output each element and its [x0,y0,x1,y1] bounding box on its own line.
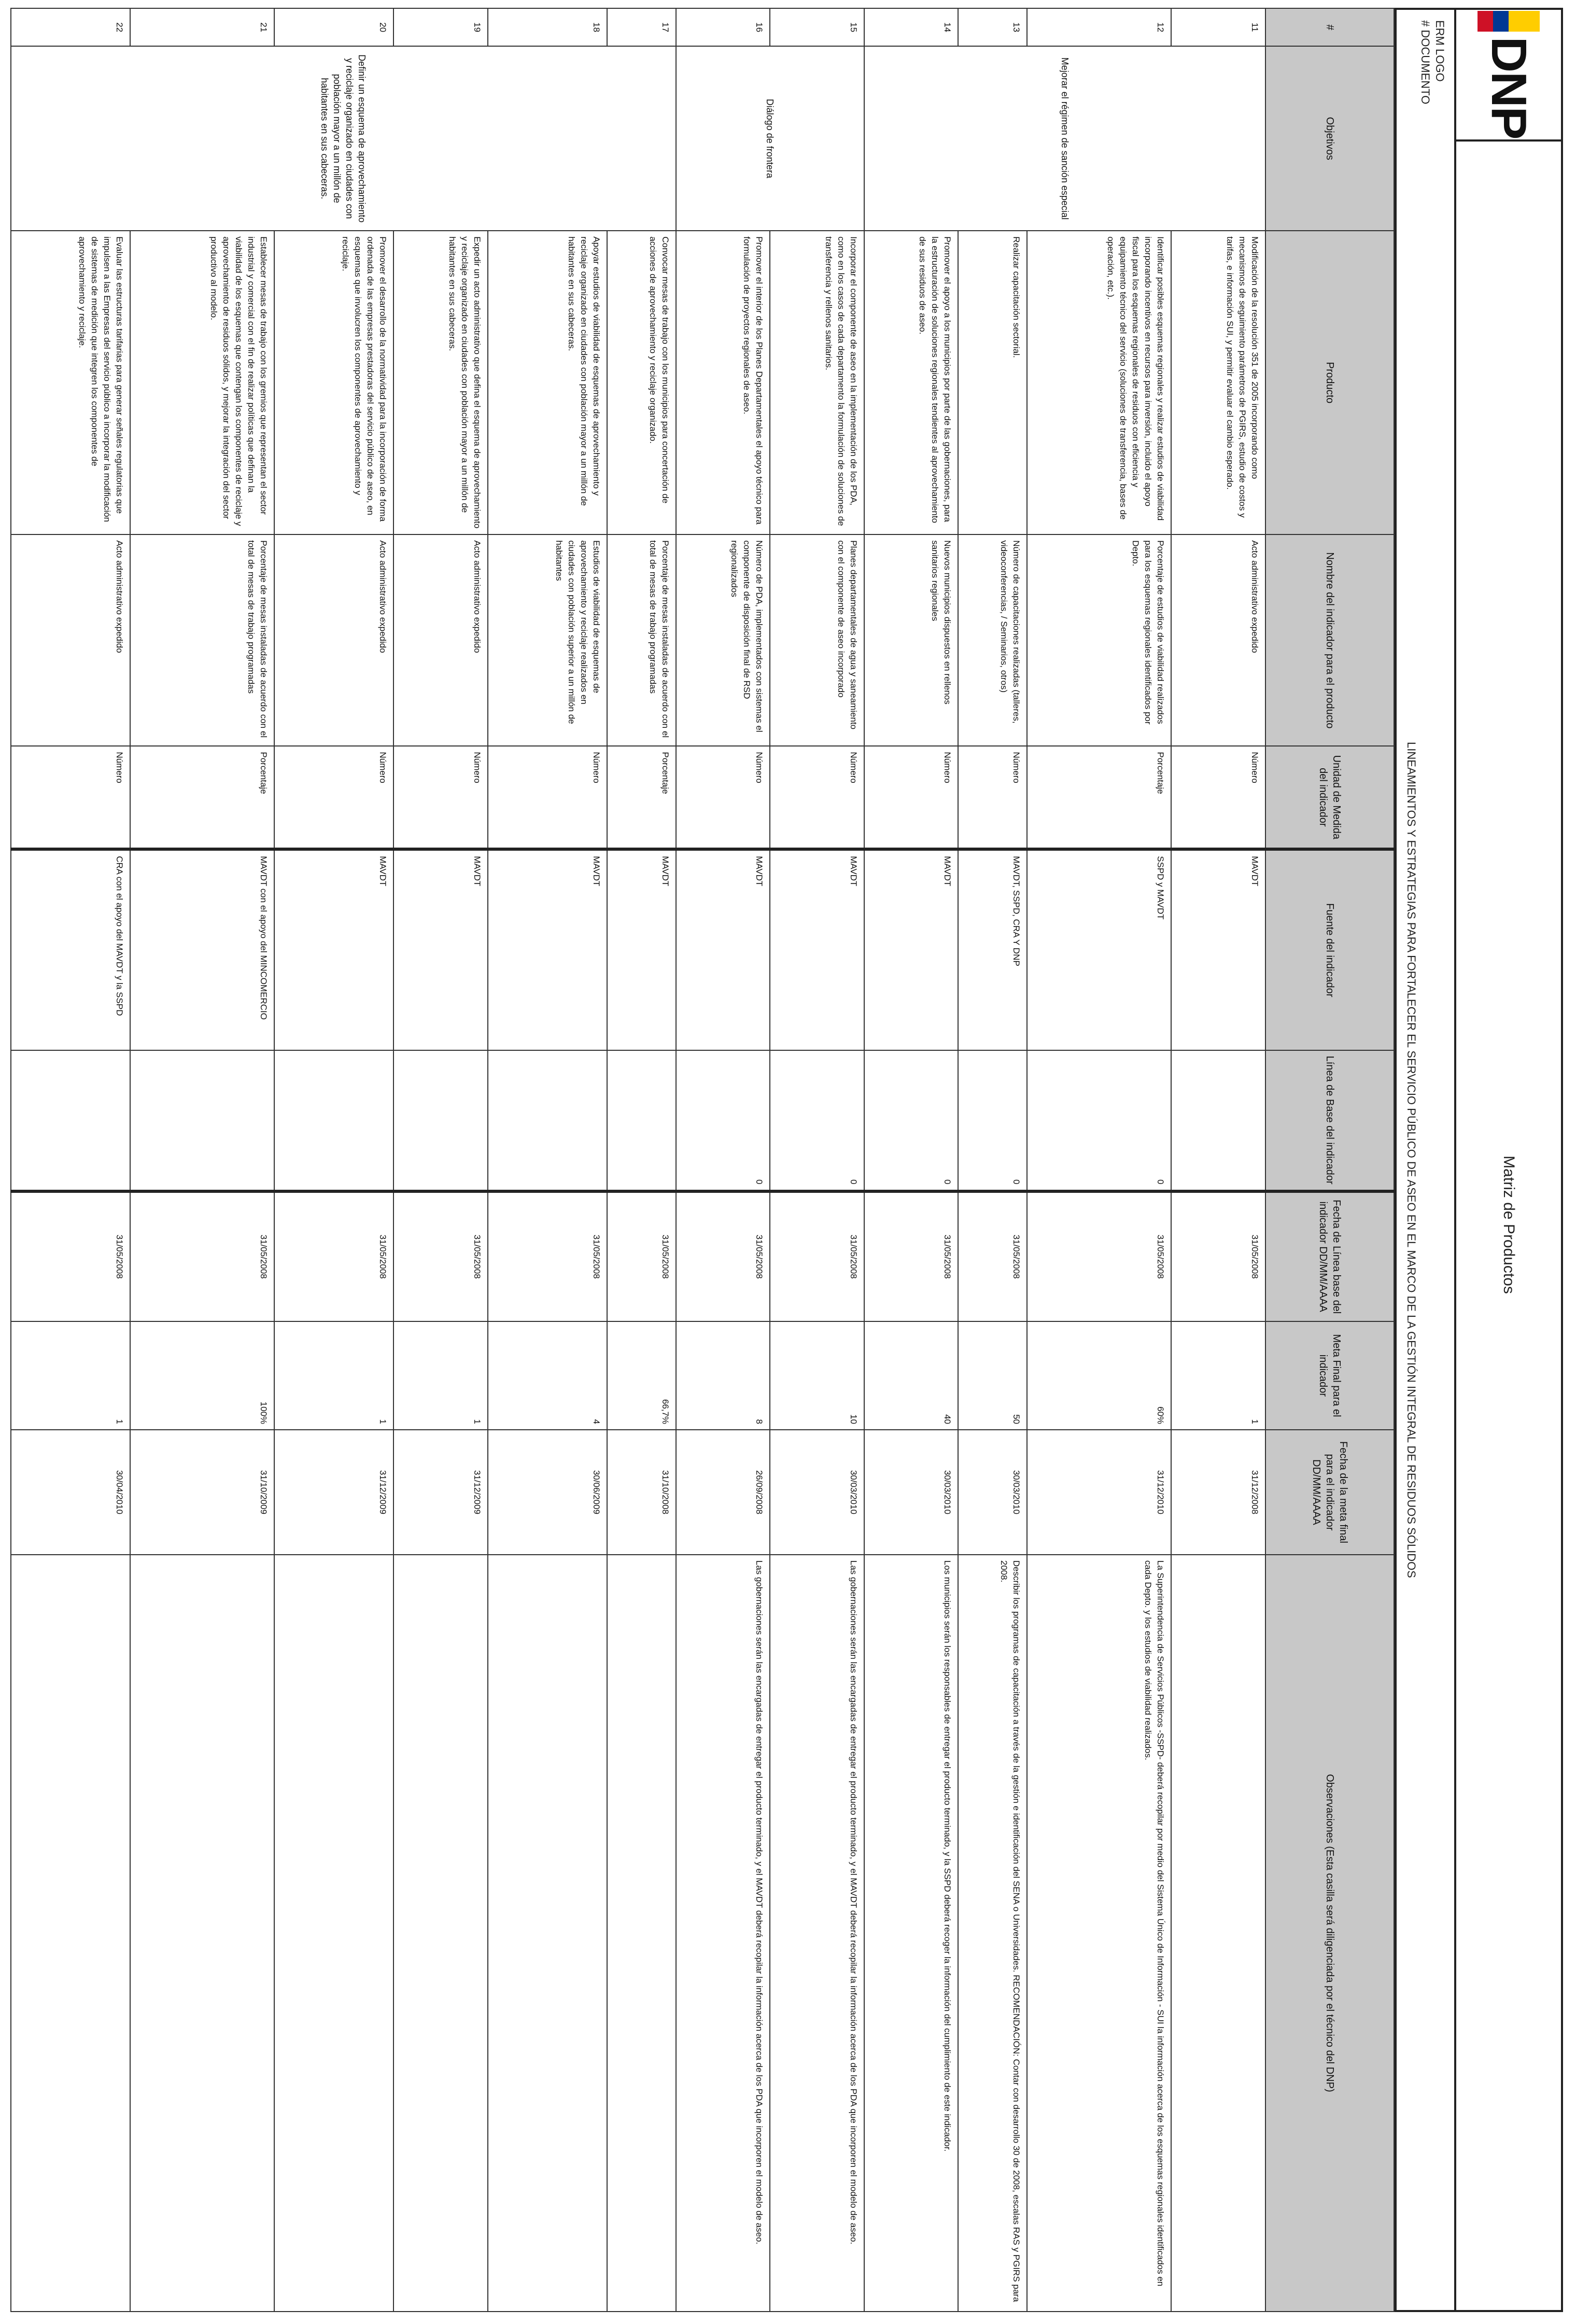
cell-observations: Las gobernaciones serán las encargadas de entregar el producto terminado, y el MAVDT deberá recopilar la información acerca de los PDA que incorporen el modelo de aseo. [770,1555,864,2312]
cell-target: 1 [11,1321,130,1430]
col-header-objectives: Objetivos [1265,46,1394,231]
cell-observations: Los municipios serán los responsables de entregar el producto terminado, y la SSPD deberá recoger la información del cumplimiento de este indicador. [864,1555,959,2312]
cell-observations [607,1555,676,2312]
cell-baseline-date: 31/05/2008 [864,1191,959,1321]
cell-indicator: Acto administrativo expedido [274,534,393,746]
cell-baseline [274,1050,393,1191]
cell-target: 66,7% [607,1321,676,1430]
table-row [864,8,959,2312]
cell-observations [488,1555,607,2312]
cell-num: 13 [958,8,1027,46]
cell-source: MAVDT [1172,849,1266,1050]
org-line-2: # DOCUMENTO [1419,20,1432,105]
table-row [393,8,488,2312]
cell-indicator: Planes departamentales de agua y saneamiento con el componente de aseo incorporado [770,534,864,746]
cell-source: MAVDT [488,849,607,1050]
col-header-indicator-name: Nombre del indicador para el producto [1265,534,1394,746]
cell-target: 10 [770,1321,864,1430]
cell-baseline [488,1050,607,1191]
cell-num: 12 [1027,8,1171,46]
cell-num: 20 [274,8,393,46]
cell-unit: Porcentaje [1027,746,1171,849]
table-row [676,8,770,2312]
cell-observations: Describir los programas de capacitación a través de la gestión e identificación del SENA o Universidades. RECOMENDACIÓN: Contar con desarrollo 30 de 2008, escalas RAS y PGIRS para 2008. [958,1555,1027,2312]
cell-num: 18 [488,8,607,46]
cell-product: Promover el apoyo a los municipios por parte de las gobernaciones, para la estructuración de soluciones regionales tendientes al aprovechamiento de sus residuos de aseo. [864,231,959,534]
cell-baseline-date: 31/05/2008 [393,1191,488,1321]
cell-baseline: 0 [1027,1050,1171,1191]
cell-target-date: 30/06/2009 [488,1430,607,1555]
table-row [488,8,607,2312]
cell-target: 50 [958,1321,1027,1430]
col-header-num: # [1265,8,1394,46]
cell-source: MAVDT [864,849,959,1050]
cell-source: MAVDT [393,849,488,1050]
cell-target-date: 31/10/2009 [130,1430,274,1555]
cell-num: 21 [130,8,274,46]
page-title: Matriz de Productos [1500,1156,1517,1294]
table-row [11,8,130,2312]
cell-baseline: 0 [958,1050,1027,1191]
cell-baseline: 0 [864,1050,959,1191]
cell-baseline-date: 31/05/2008 [770,1191,864,1321]
cell-indicator: Número de PDA, implementados con sistemas el componente de disposición final de RSD regionalizados [676,534,770,746]
cell-baseline-date: 31/05/2008 [11,1191,130,1321]
cell-baseline [607,1050,676,1191]
cell-indicator: Estudios de viabilidad de esquemas de aprovechamiento y reciclaje realizados en ciudades con población superior a un millón de habitantes [488,534,607,746]
cell-target: 8 [676,1321,770,1430]
cell-product: Promover el desarrollo de la normatividad para la incorporación de forma ordenada de las empresas prestadoras del servicio público de aseo, en esquemas que involucren los componentes de aprovechamiento y reciclaje. [274,231,393,534]
cell-target-date: 30/04/2010 [11,1430,130,1555]
cell-indicator: Porcentaje de mesas instaladas de acuerdo con el total de mesas de trabajo programadas [130,534,274,746]
col-header-unit: Unidad de Medida del indicador [1265,746,1394,849]
cell-num: 17 [607,8,676,46]
logo-box [1456,10,1561,142]
cell-baseline [11,1050,130,1191]
cell-product: Establecer mesas de trabajo con los gremios que representan el sector industrial y comercial con el fin de realizar políticas que definan la viabilidad de los esquemas que contengan los componentes de reciclaje y aprovechamiento de residuos sólidos, y mejorar la integración del sector productivo al modelo. [130,231,274,534]
cell-unit: Porcentaje [607,746,676,849]
cell-unit: Porcentaje [130,746,274,849]
cell-source: MAVDT, SSPD, CRA Y DNP [958,849,1027,1050]
table-row [770,8,864,2312]
cell-baseline: 0 [676,1050,770,1191]
cell-source: SSPD y MAVDT [1027,849,1171,1050]
cell-target: 1 [274,1321,393,1430]
cell-product: Evaluar las estructuras tarifarias para generar señales regulatorias que impulsen a las Empresas del servicio público a incorporar la modificación de sistemas de medición que integren los componentes de aprovechamiento y reciclaje. [11,231,130,534]
table-row [1027,8,1171,2312]
cell-product: Modificación de la resolución 351 de 2005 incorporando como mecanismos de seguimiento parámetros de PGIRS, estudio de costos y tarifas, e información SUI, y permitir evaluar el cambio esperado. [1172,231,1266,534]
cell-source: MAVDT [676,849,770,1050]
cell-observations [130,1555,274,2312]
dnp-logo [1477,11,1540,139]
cell-observations [11,1555,130,2312]
cell-unit: Número [1172,746,1266,849]
cell-target: 1 [1172,1321,1266,1430]
cell-indicator: Acto administrativo expedido [393,534,488,746]
cell-unit: Número [676,746,770,849]
cell-num: 16 [676,8,770,46]
cell-target-date: 26/09/2008 [676,1430,770,1555]
cell-baseline-date: 31/05/2008 [1027,1191,1171,1321]
table-row [958,8,1027,2312]
cell-target-date: 30/03/2010 [770,1430,864,1555]
cell-baseline-date: 31/05/2008 [488,1191,607,1321]
cell-product: Promover el interior de los Planes Departamentales el apoyo técnico para formulación de proyectos regionales de aseo. [676,231,770,534]
cell-objective: Diálogo de frontera [676,46,864,231]
cell-observations: Las gobernaciones serán las encargadas de entregar el producto terminado, y el MAVDT deberá recopilar la información acerca de los PDA que incorporen el modelo de aseo. [676,1555,770,2312]
cell-unit: Número [958,746,1027,849]
col-header-baseline: Línea de Base del indicador [1265,1050,1394,1191]
cell-source: MAVDT [607,849,676,1050]
cell-objective: Mejorar el régimen de sanción especial [864,46,1265,231]
cell-target-date: 30/03/2010 [958,1430,1027,1555]
col-header-source: Fuente del indicador [1265,849,1394,1050]
cell-target-date: 31/12/2009 [274,1430,393,1555]
colombia-flag-icon [1477,11,1540,32]
cell-unit: Número [274,746,393,849]
cell-baseline-date: 31/05/2008 [958,1191,1027,1321]
cell-num: 22 [11,8,130,46]
cell-unit: Número [11,746,130,849]
logo-text: DNP [1481,36,1537,139]
cell-unit: Número [770,746,864,849]
cell-source: MAVDT [274,849,393,1050]
col-header-baseline-date: Fecha de Línea base del indicador DD/MM/AAAA [1265,1191,1394,1321]
cell-source: CRA con el apoyo del MAVDT y la SSPD [11,849,130,1050]
cell-observations [393,1555,488,2312]
cell-num: 14 [864,8,959,46]
cell-indicator: Porcentaje de estudios de viabilidad realizados para los esquemas regionales identificados por Depto. [1027,534,1171,746]
cell-baseline [393,1050,488,1191]
cell-baseline [1172,1050,1266,1191]
cell-target: 40 [864,1321,959,1430]
table-body [11,8,1265,2312]
cell-baseline-date: 31/05/2008 [676,1191,770,1321]
cell-product: Apoyar estudios de viabilidad de esquemas de aprovechamiento y reciclaje organizado en ciudades con población mayor a un millón de habitantes en sus cabeceras. [488,231,607,534]
cell-target: 4 [488,1321,607,1430]
cell-product: Incorporar el componente de aseo en la implementación de los PDA, como en los casos de cada departamento la formulación de soluciones de transferencia y rellenos sanitarios. [770,231,864,534]
cell-baseline-date: 31/05/2008 [607,1191,676,1321]
cell-unit: Número [864,746,959,849]
cell-target-date: 30/03/2010 [864,1430,959,1555]
cell-baseline [130,1050,274,1191]
table-row [1172,8,1266,2312]
table-row [274,8,393,2312]
cell-num: 11 [1172,8,1266,46]
table-header-row [1265,8,1394,2312]
cell-target: 1 [393,1321,488,1430]
cell-unit: Número [393,746,488,849]
cell-observations [1172,1555,1266,2312]
col-header-product: Producto [1265,231,1394,534]
document-header [1454,8,1563,2312]
cell-unit: Número [488,746,607,849]
cell-target-date: 31/12/2010 [1027,1430,1171,1555]
col-header-target-date: Fecha de la meta final para el indicador DD/MM/AAAA [1265,1430,1394,1555]
col-header-target: Meta Final para el indicador [1265,1321,1394,1430]
cell-baseline-date: 31/05/2008 [1172,1191,1266,1321]
cell-product: Expedir un acto administrativo que defina el esquema de aprovechamiento y reciclaje organizado en ciudades con población mayor a un millón de habitantes en sus cabeceras. [393,231,488,534]
cell-baseline-date: 31/05/2008 [274,1191,393,1321]
cell-target: 60% [1027,1321,1171,1430]
cell-source: MAVDT con el apoyo del MINCOMERCIO [130,849,274,1050]
cell-product: Convocar mesas de trabajo con los municipios para concertación de acciones de aprovechamiento y reciclaje organizado. [607,231,676,534]
table-row [130,8,274,2312]
org-line-1: ERM LOGO [1433,20,1446,82]
cell-target-date: 31/12/2009 [393,1430,488,1555]
cell-baseline: 0 [770,1050,864,1191]
cell-source: MAVDT [770,849,864,1050]
col-header-observations: Observaciones (Esta casilla será diligenciada por el técnico del DNP) [1265,1555,1394,2312]
cell-baseline-date: 31/05/2008 [130,1191,274,1321]
cell-product: Identificar posibles esquemas regionales y realizar estudios de viabilidad incorporando incentivos en recursos para inversión, incluido el apoyo fiscal para los esquemas regionales de residuos con eficiencia y equipamiento técnico del servicio (soluciones de transferencia, bases de operación, etc.). [1027,231,1171,534]
cell-indicator: Acto administrativo expedido [11,534,130,746]
cell-num: 15 [770,8,864,46]
cell-target: 100% [130,1321,274,1430]
products-matrix-table [10,8,1395,2312]
org-info [1418,20,1447,104]
cell-product: Realizar capacitación sectorial. [958,231,1027,534]
cell-observations: La Superintendencia de Servicios Públicos -SSPD- deberá recopilar por medio del Sistema Único de Información - SUI la información acerca de los esquemas regionales identificados en cada Depto. y los estudios de viabilidad realizados. [1027,1555,1171,2312]
cell-observations [274,1555,393,2312]
cell-indicator: Nuevos municipios dispuestos en rellenos sanitarios regionales [864,534,959,746]
document-subheader [1395,8,1454,2312]
cell-objective: Definir un esquema de aprovechamiento y reciclaje organizado en ciudades con población mayor a un millón de habitantes en sus cabeceras. [11,46,676,231]
cell-num: 19 [393,8,488,46]
cell-indicator: Acto administrativo expedido [1172,534,1266,746]
cell-indicator: Número de capacitaciones realizadas (talleres, videoconferencias, / Seminarios, otros) [958,534,1027,746]
document-title: LINEAMIENTOS Y ESTRATEGIAS PARA FORTALECER EL SERVICIO PÚBLICO DE ASEO EN EL MARCO DE LA GESTIÓN INTEGRAL DE RESIDUOS SÓLIDOS [1405,742,1418,1578]
cell-target-date: 31/12/2008 [1172,1430,1266,1555]
cell-indicator: Porcentaje de mesas instaladas de acuerdo con el total de mesas de trabajo programadas [607,534,676,746]
table-row [607,8,676,2312]
cell-target-date: 31/10/2008 [607,1430,676,1555]
